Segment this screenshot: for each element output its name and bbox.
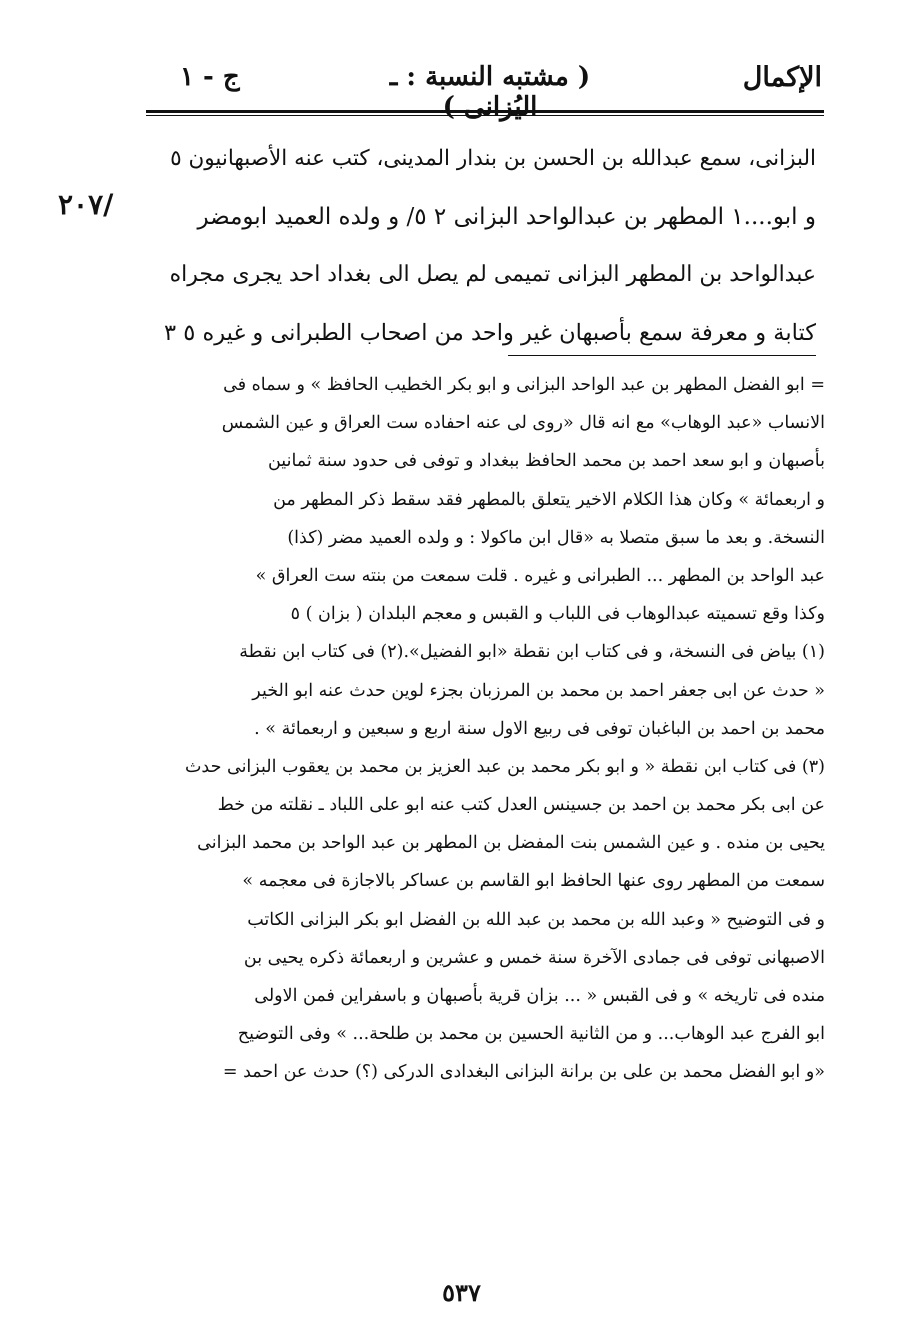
main-text-block: [160, 130, 816, 362]
section-subject: ( مشتبه النسبة : ـ اليُزانى ): [389, 62, 591, 122]
running-header: [150, 62, 830, 122]
footnote-line: منده فى تاريخه » و فى القبس « ... بزان قرية بأصبهان و باسفراين فمن الاولى: [254, 986, 825, 1006]
footnote-line: ابو الفرج عبد الوهاب... و من الثانية الحسين بن محمد بن طلحة... » وفى التوضيح: [237, 1024, 825, 1045]
footnote-line: الاصبهانى توفى فى جمادى الآخرة سنة خمس و عشرين و اربعمائة ذكره يحيى بن: [243, 947, 825, 968]
main-text-line: كتابة و معرفة سمع بأصبهان غير واحد من اصحاب الطبرانى و غيره ٥ ٣: [163, 320, 816, 346]
volume-label: ج - ١: [180, 62, 240, 92]
footnote-line: «و ابو الفضل محمد بن على بن برانة البزانى البغدادى الدركى (؟) حدث عن احمد =: [222, 1062, 825, 1083]
footnote-line: = ابو الفضل المطهر بن عبد الواحد البزانى و ابو بكر الخطيب الحافظ » و سماه فى: [223, 375, 825, 395]
footnote-line: بأصبهان و ابو سعد احمد بن محمد الحافظ ببغداد و توفى فى حدود سنة ثمانين: [267, 451, 825, 472]
footnote-line: سمعت من المطهر روى عنها الحافظ ابو القاسم بن عساكر بالاجازة فى معجمه »: [242, 871, 825, 892]
header-rule-thin: [146, 115, 824, 116]
footnote-line: عن ابى بكر محمد بن احمد بن جسينس العدل كتب عنه ابو على اللباد ـ نقلته من خط: [217, 795, 825, 816]
footnote-line: وكذا وقع تسميته عبدالوهاب فى اللباب و القبس و معجم البلدان ( بزان ) ٥: [290, 604, 825, 625]
page-number: ٥٣٧: [442, 1278, 481, 1307]
footnote-line: يحيى بن منده . و عين الشمس بنت المفضل بن المطهر بن عبد الواحد بن محمد البزانى: [197, 833, 825, 854]
main-text-line: عبدالواحد بن المطهر البزانى تميمى لم يصل الى بغداد احد يجرى مجراه: [169, 262, 816, 287]
header-rule: [146, 110, 824, 113]
footnote-line: الانساب «عبد الوهاب» مع انه قال «روى لى عنه احفاده ست العراق و عين الشمس: [221, 413, 825, 434]
footnote-separator: [508, 355, 816, 356]
footnote-line: « حدث عن ابى جعفر احمد بن محمد بن المرزبان بجزء لوين حدث عنه ابو الخير: [252, 680, 825, 701]
footnote-line: (١) بياض فى النسخة، و فى كتاب ابن نقطة «ابو الفضيل».(٢) فى كتاب ابن نقطة: [239, 642, 825, 663]
margin-folio-number: ٢٠٧/: [58, 188, 114, 221]
footnote-line: (٣) فى كتاب ابن نقطة « و ابو بكر محمد بن عبد العزيز بن محمد بن يعقوب البزانى حدث: [184, 756, 825, 777]
footnote-line: عبد الواحد بن المطهر ... الطبرانى و غيره . قلت سمعت من بنته ست العراق »: [255, 565, 825, 586]
footnotes-block: [160, 366, 825, 1092]
footnote-line: النسخة. و بعد ما سبق متصلا به «قال ابن ماكولا : و ولده العميد مضر (كذا): [287, 527, 825, 548]
footnote-line: محمد بن احمد بن الباغبان توفى فى ربيع الاول سنة اربع و سبعين و اربعمائة » .: [254, 718, 825, 739]
footnote-line: و اربعمائة » وكان هذا الكلام الاخير يتعلق بالمطهر فقد سقط ذكر المطهر من: [273, 489, 825, 510]
footnote-line: و فى التوضيح « وعبد الله بن محمد بن عبد الله بن الفضل ابو بكر البزانى الكاتب: [247, 909, 825, 930]
book-title: الإكمال: [742, 62, 822, 93]
main-text-line: و ابو....١ المطهر بن عبدالواحد البزانى ٢ ٥/ و ولده العميد ابومضر: [197, 204, 816, 230]
main-text-line: البزانى، سمع عبدالله بن الحسن بن بندار المدينى، كتب عنه الأصبهانيون ٥: [170, 146, 816, 171]
